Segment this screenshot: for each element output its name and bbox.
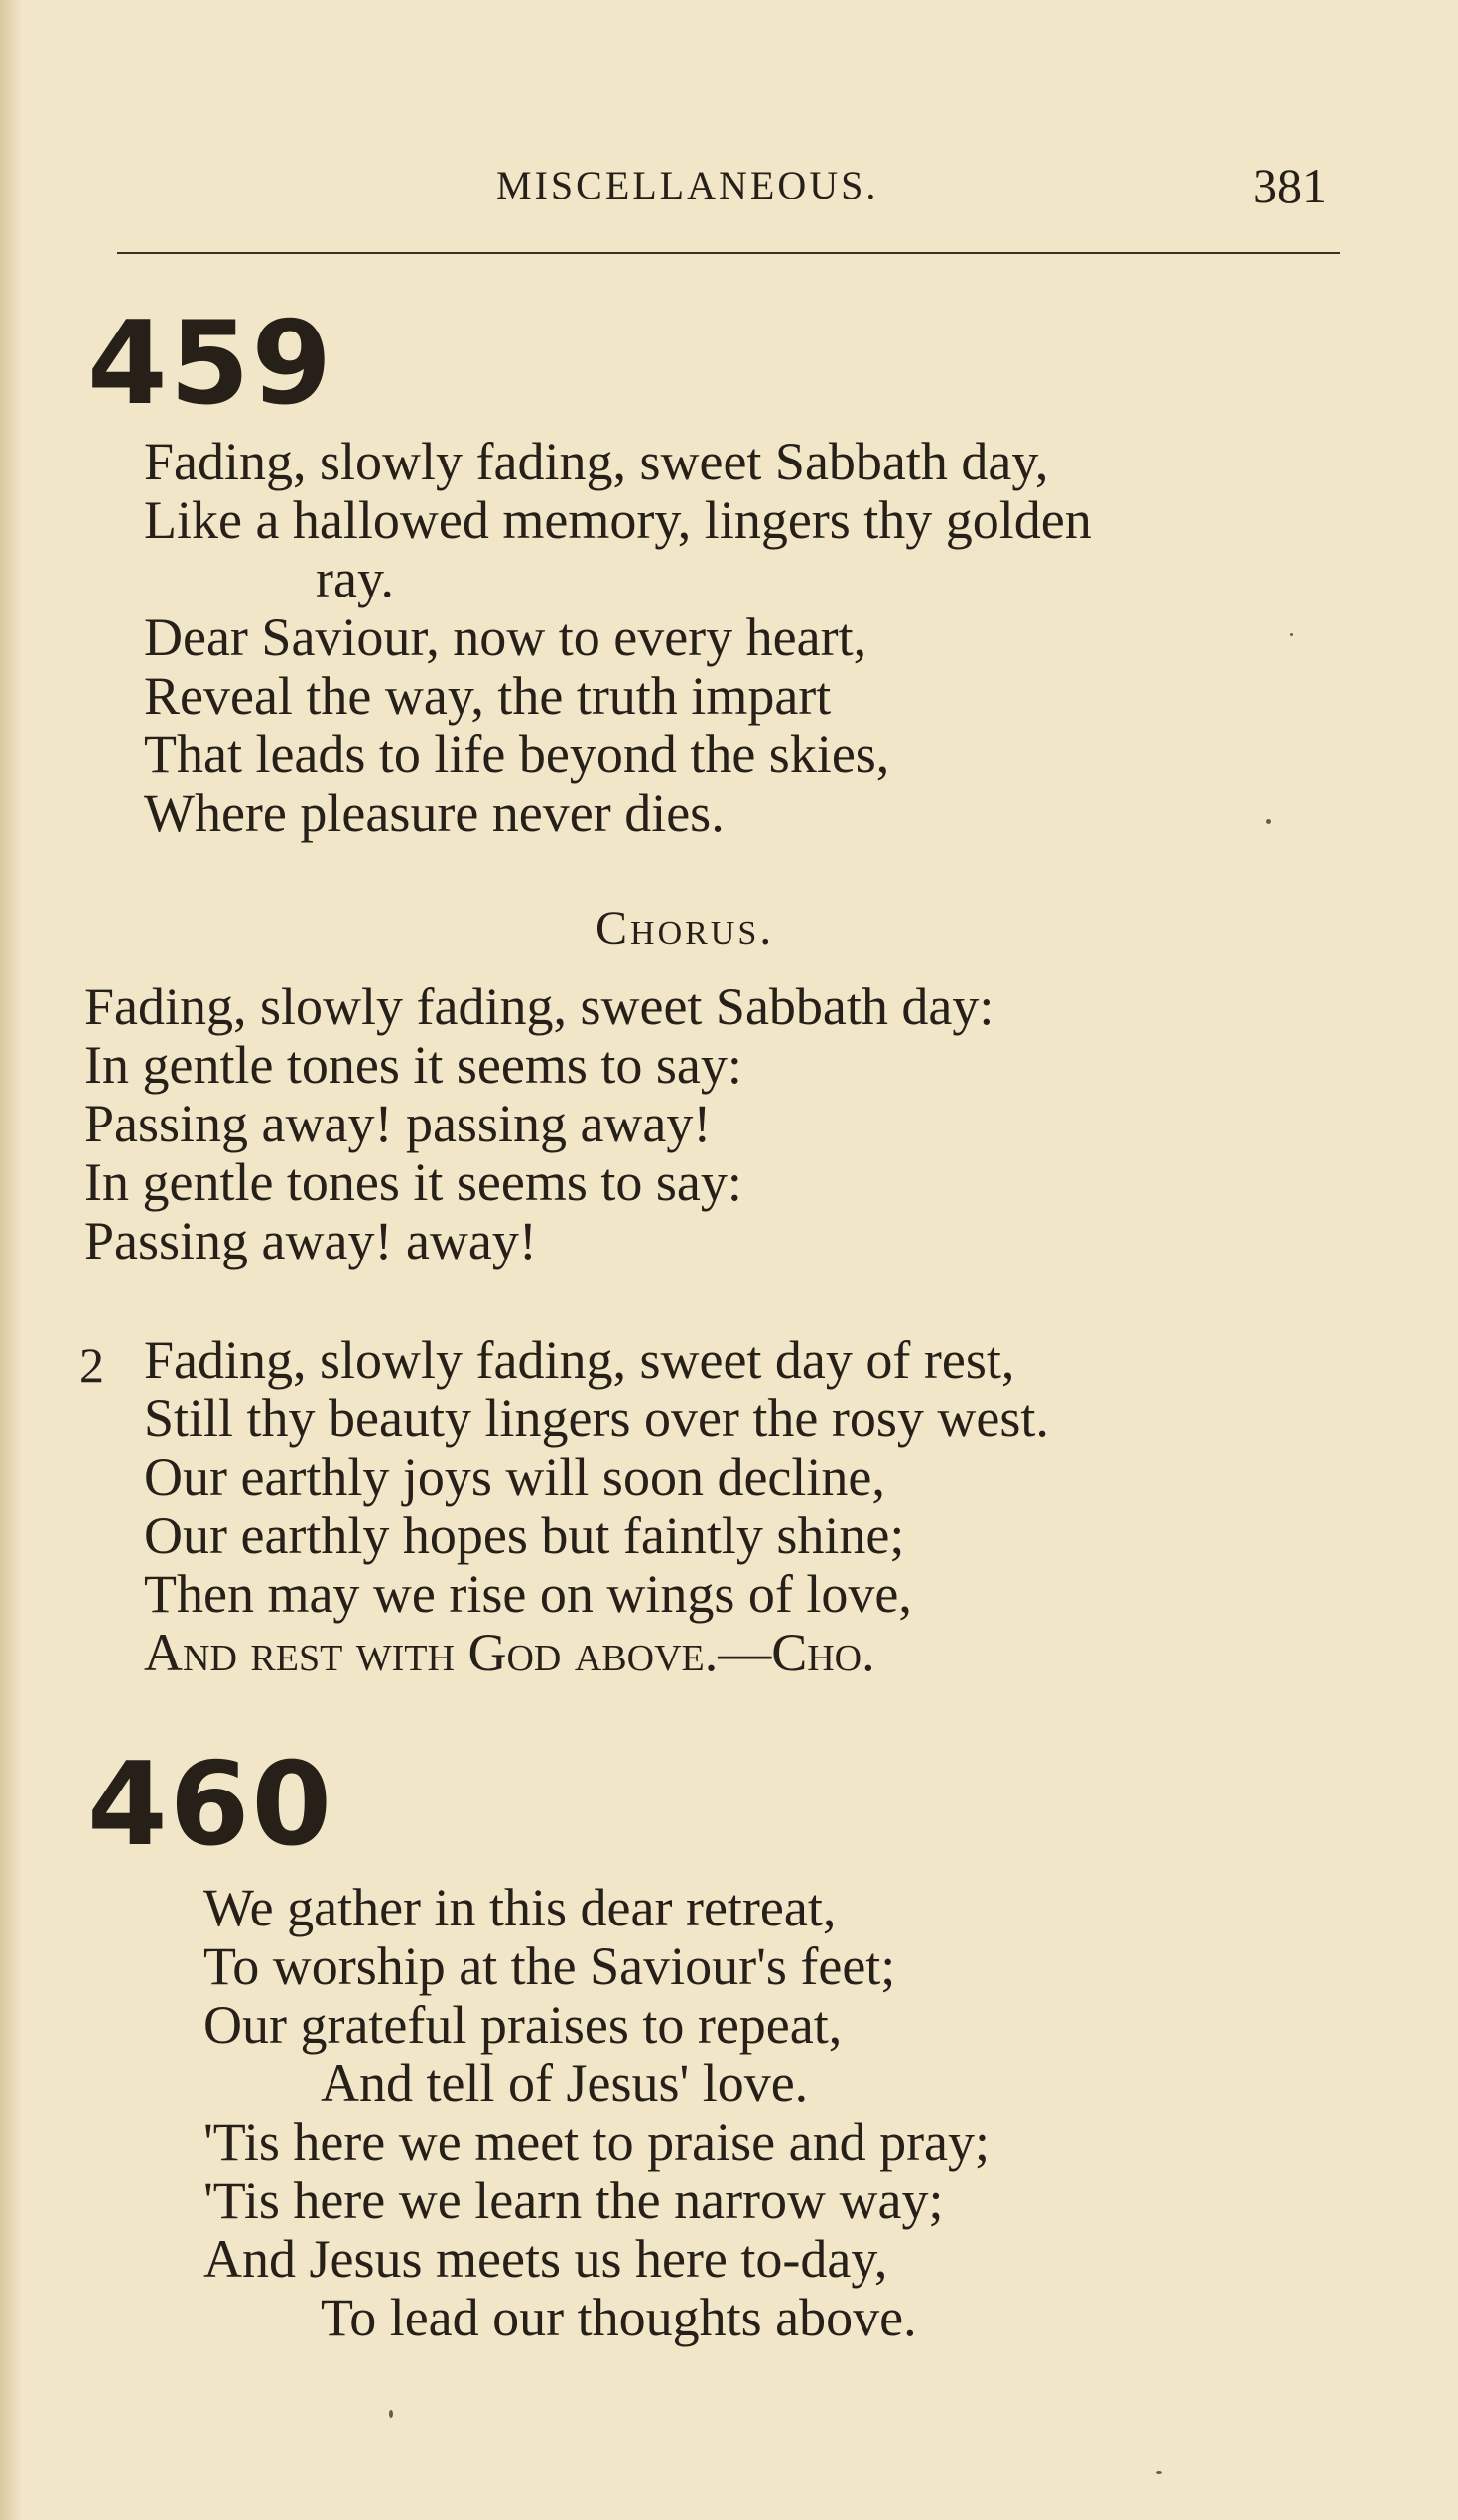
chorus-line: In gentle tones it seems to say: [84, 1035, 742, 1095]
verse-line: And Jesus meets us here to-day, [203, 2229, 888, 2289]
verse-line: Where pleasure never dies. [144, 783, 725, 843]
verse-line: That leads to life beyond the skies, [144, 725, 890, 784]
running-title: MISCELLANEOUS. [496, 163, 879, 207]
verse-line: Reveal the way, the truth impart [144, 666, 832, 726]
verse-line: Our grateful praises to repeat, [203, 1995, 843, 2055]
verse-line: We gather in this dear retreat, [203, 1878, 837, 1937]
verse-line: ray. [316, 549, 394, 608]
hymn-number-459: 459 [87, 297, 334, 431]
page-number: 381 [1253, 158, 1327, 213]
verse-line: 'Tis here we meet to praise and pray; [203, 2112, 991, 2172]
verse-line: Our earthly hopes but faintly shine; [144, 1506, 905, 1565]
paper-speck [1266, 819, 1271, 824]
hymn-number-460: 460 [87, 1738, 334, 1872]
paper-speck [1156, 2471, 1162, 2474]
chorus-line: Passing away! passing away! [84, 1094, 712, 1153]
paper-speck [1290, 633, 1293, 636]
verse-line: Fading, slowly fading, sweet Sabbath day, [144, 432, 1049, 491]
verse-line: 'Tis here we learn the narrow way; [203, 2171, 944, 2230]
chorus-line: Fading, slowly fading, sweet Sabbath day: [84, 977, 994, 1036]
verse-line: And tell of Jesus' love. [321, 2054, 809, 2113]
verse-line: And rest with God above.—Cho. [144, 1623, 875, 1682]
verse-line: Fading, slowly fading, sweet day of rest, [144, 1330, 1015, 1390]
chorus-line: In gentle tones it seems to say: [84, 1152, 742, 1212]
verse-line: Dear Saviour, now to every heart, [144, 607, 867, 667]
chorus-line: Passing away! away! [84, 1211, 537, 1270]
verse-line: Then may we rise on wings of love, [144, 1564, 912, 1624]
chorus-label: Chorus. [596, 902, 775, 955]
verse-line: Still thy beauty lingers over the rosy west. [144, 1389, 1049, 1448]
verse-line: To worship at the Saviour's feet; [203, 1936, 896, 1996]
verse-line: Our earthly joys will soon decline, [144, 1447, 885, 1507]
header-rule [117, 252, 1340, 254]
stanza-number: 2 [79, 1337, 104, 1393]
page-edge [0, 0, 22, 2520]
verse-line: To lead our thoughts above. [321, 2288, 917, 2347]
paper-speck [389, 2410, 393, 2418]
verse-line: Like a hallowed memory, lingers thy golden [144, 490, 1092, 550]
